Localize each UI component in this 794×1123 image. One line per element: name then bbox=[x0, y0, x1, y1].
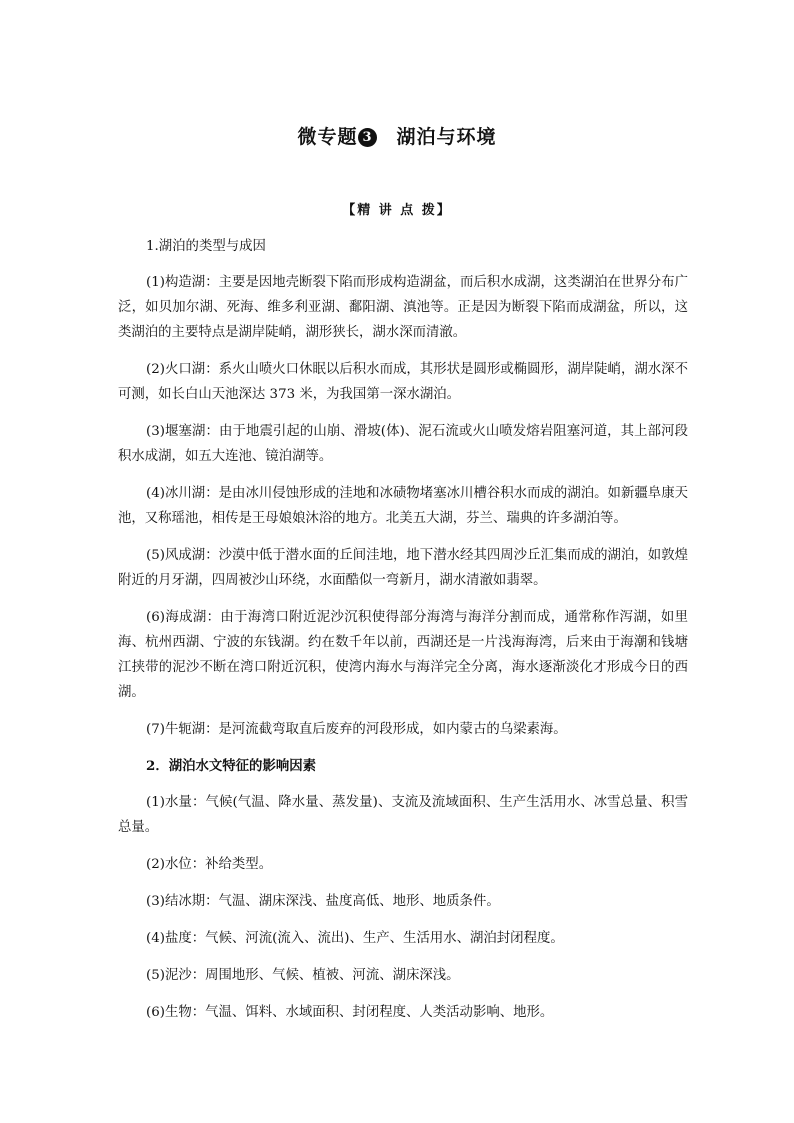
title-main: 微专题 bbox=[297, 126, 358, 148]
paragraph: (1)水量：气候(气温、降水量、蒸发量)、支流及流域面积、生产生活用水、冰雪总量、积雪总量。 bbox=[118, 795, 688, 835]
paragraph: (7)牛轭湖：是河流截弯取直后废弃的河段形成，如内蒙古的乌梁素海。 bbox=[146, 722, 567, 737]
paragraph: (5)风成湖：沙漠中低于潜水面的丘间洼地，地下潜水经其四周沙丘汇集而成的湖泊，如敦煌附近的月牙湖，四周被沙山环绕，水面酷似一弯新月，湖水清澈如翡翠。 bbox=[118, 548, 688, 588]
paragraph: (2)火口湖：系火山喷火口休眠以后积水而成，其形状是圆形或椭圆形，湖岸陡峭，湖水深不可测，如长白山天池深达 373 米，为我国第一深水湖泊。 bbox=[118, 362, 688, 402]
part2-heading: 2．湖泊水文特征的影响因素 bbox=[146, 758, 317, 774]
title-subtitle: 湖泊与环境 bbox=[396, 126, 497, 148]
document-body bbox=[118, 234, 688, 1037]
paragraph: (1)构造湖：主要是因地壳断裂下陷而形成构造湖盆，而后积水成湖，这类湖泊在世界分布广泛，如贝加尔湖、死海、维多利亚湖、鄱阳湖、滇池等。正是因为断裂下陷而成湖盆，所以，这类湖泊的主要特点是湖岸陡峭，湖形狭长，湖水深而清澈。 bbox=[118, 275, 688, 340]
paragraph: (4)冰川湖：是由冰川侵蚀形成的洼地和冰碛物堵塞冰川槽谷积水而成的湖泊。如新疆阜康天池，又称瑶池，相传是王母娘娘沐浴的地方。北美五大湖，芬兰、瑞典的许多湖泊等。 bbox=[118, 486, 688, 526]
paragraph: (6)海成湖：由于海湾口附近泥沙沉积使得部分海湾与海洋分割而成，通常称作泻湖，如里海、杭州西湖、宁波的东钱湖。约在数千年以前，西湖还是一片浅海海湾，后来由于海潮和钱塘江挟带的泥沙不断在湾口附近沉积，使湾内海水与海洋完全分离，海水逐渐淡化才形成今日的西湖。 bbox=[118, 610, 688, 700]
paragraph: (3)堰塞湖：由于地震引起的山崩、滑坡(体)、泥石流或火山喷发熔岩阻塞河道，其上部河段积水成湖，如五大连池、镜泊湖等。 bbox=[118, 424, 688, 464]
paragraph: (5)泥沙：周围地形、气候、植被、河流、湖床深浅。 bbox=[146, 968, 460, 983]
paragraph: (3)结冰期：气温、湖床深浅、盐度高低、地形、地质条件。 bbox=[146, 894, 500, 909]
circled-number-badge: 3 bbox=[358, 128, 377, 147]
paragraph: (4)盐度：气候、河流(流入、流出)、生产、生活用水、湖泊封闭程度。 bbox=[146, 931, 564, 946]
paragraph: (2)水位：补给类型。 bbox=[146, 857, 273, 872]
page-title bbox=[0, 122, 794, 149]
section-label: 【精 讲 点 拨】 bbox=[342, 203, 452, 218]
part1-heading: 1.湖泊的类型与成因 bbox=[146, 239, 266, 254]
paragraph: (6)生物：气温、饵料、水域面积、封闭程度、人类活动影响、地形。 bbox=[146, 1005, 554, 1020]
